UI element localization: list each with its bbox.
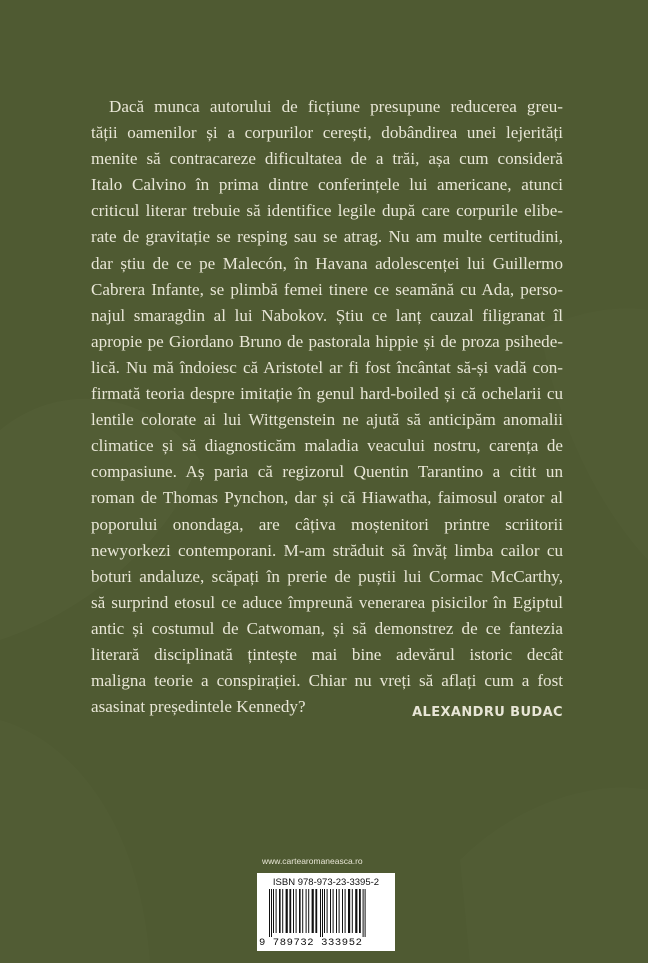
blurb-line: rate de gravitație se resping sau se atrag. Nu am multe certitudini, — [91, 227, 563, 247]
barcode-bar — [345, 889, 346, 933]
barcode-bar — [286, 889, 288, 933]
blurb-line: literară disciplinată țintește mai bine adevărul istoric decât — [91, 644, 563, 664]
blurb-line: poporului onondaga, are câțiva moștenitori printre scriitorii — [91, 514, 563, 534]
blurb-line: lentile colorate ai lui Wittgenstein ne ajută să anticipăm anomalii — [91, 410, 563, 430]
barcode-bar — [322, 889, 323, 937]
blurb-line: Cabrera Infante, se plimbă femei tinere ce seamănă cu Ada, perso- — [91, 279, 563, 299]
barcode-bars — [267, 889, 389, 937]
barcode-bar — [336, 889, 337, 933]
blurb-line: apropie pe Giordano Bruno de pastorala hippie și de proza psihede- — [91, 331, 563, 351]
blurb-line: Dacă munca autorului de ficțiune presupune reducerea greu- — [109, 97, 563, 116]
blurb-line: dar știu de ce pe Malecón, în Havana adolescenței lui Guillermo — [91, 253, 563, 273]
blurb-line: najul smaragdin al lui Nabokov. Știu ce lanț cauzal filigranat îl — [91, 305, 563, 325]
barcode-bar — [333, 889, 334, 933]
barcode-bar — [282, 889, 283, 933]
blurb-line: climatice și să diagnosticăm maladia veacului nostru, carența de — [91, 436, 563, 456]
barcode-bar — [359, 889, 361, 933]
barcode-bar — [293, 889, 294, 933]
barcode-bar — [342, 889, 343, 933]
blurb-line: menite să contracareze dificultatea de a trăi, așa cum consideră — [91, 149, 563, 169]
barcode-bar — [306, 889, 307, 933]
barcode-bar — [289, 889, 291, 933]
barcode-digits: 9 789732 333952 — [259, 937, 363, 949]
barcode-bar — [269, 889, 270, 937]
blurb-line: boturi andaluze, scăpați în prerie de puștii lui Cormac McCarthy, — [91, 566, 563, 586]
isbn-number: ISBN 978-973-23-3395-2 — [272, 877, 380, 888]
author-signature: ALEXANDRU BUDAC — [412, 705, 563, 720]
barcode-bar — [348, 889, 350, 933]
blurb-line: roman de Thomas Pynchon, dar și că Hiawatha, faimosul orator al — [91, 488, 563, 508]
blurb-line: newyorkezi contemporani. M-am străduit să învăț limba cailor cu — [91, 540, 563, 560]
barcode-bar — [339, 889, 340, 933]
barcode-bar — [352, 889, 353, 933]
blurb-line: maligna teorie a conspirației. Chiar nu vreți să aflați cum a fost — [91, 671, 563, 691]
blurb-line: lică. Nu mă îndoiesc că Aristotel ar fi fost încântat să-și vadă con- — [91, 357, 563, 377]
barcode-bar — [299, 889, 301, 933]
blurb-line: firmată teoria despre imitație în genul hard-boiled și că ochelarii cu — [91, 384, 563, 404]
blurb-line: tății oamenilor și a corpurilor cerești, dobândirea unei lejerități — [91, 123, 563, 143]
barcode-bar — [273, 889, 274, 933]
barcode-bar — [365, 889, 366, 937]
blurb-line: antic și costumul de Catwoman, și să demonstrez de ce fantezia — [91, 618, 563, 638]
barcode-bar — [327, 889, 328, 933]
barcode-bar — [363, 889, 364, 937]
back-cover-blurb — [91, 94, 563, 720]
barcode-bar — [302, 889, 303, 933]
barcode-bar — [324, 889, 325, 933]
blurb-line: asasinat președintele Kennedy? — [91, 697, 306, 717]
barcode-bar — [355, 889, 357, 933]
barcode-bar — [312, 889, 314, 933]
barcode-bar — [320, 889, 321, 937]
blurb-line: să surprind etosul ce aduce împreună venerarea pisicilor în Egiptul — [91, 592, 563, 612]
barcode-bar — [330, 889, 331, 933]
blurb-line: criticul literar trebuie să identifice legile după care corpurile elibe- — [91, 201, 563, 221]
isbn-barcode — [257, 873, 395, 951]
barcode-bar — [308, 889, 309, 933]
barcode-bar — [296, 889, 297, 933]
barcode-bar — [279, 889, 281, 933]
publisher-website: www.cartearomaneasca.ro — [262, 856, 363, 866]
barcode-bar — [276, 889, 277, 933]
blurb-line: Italo Calvino în prima dintre conferințele lui americane, atunci — [91, 175, 563, 195]
barcode-bar — [315, 889, 317, 933]
blurb-line: compasiune. Aș paria că regizorul Quentin Tarantino a citit un — [91, 462, 563, 482]
barcode-bar — [271, 889, 272, 937]
